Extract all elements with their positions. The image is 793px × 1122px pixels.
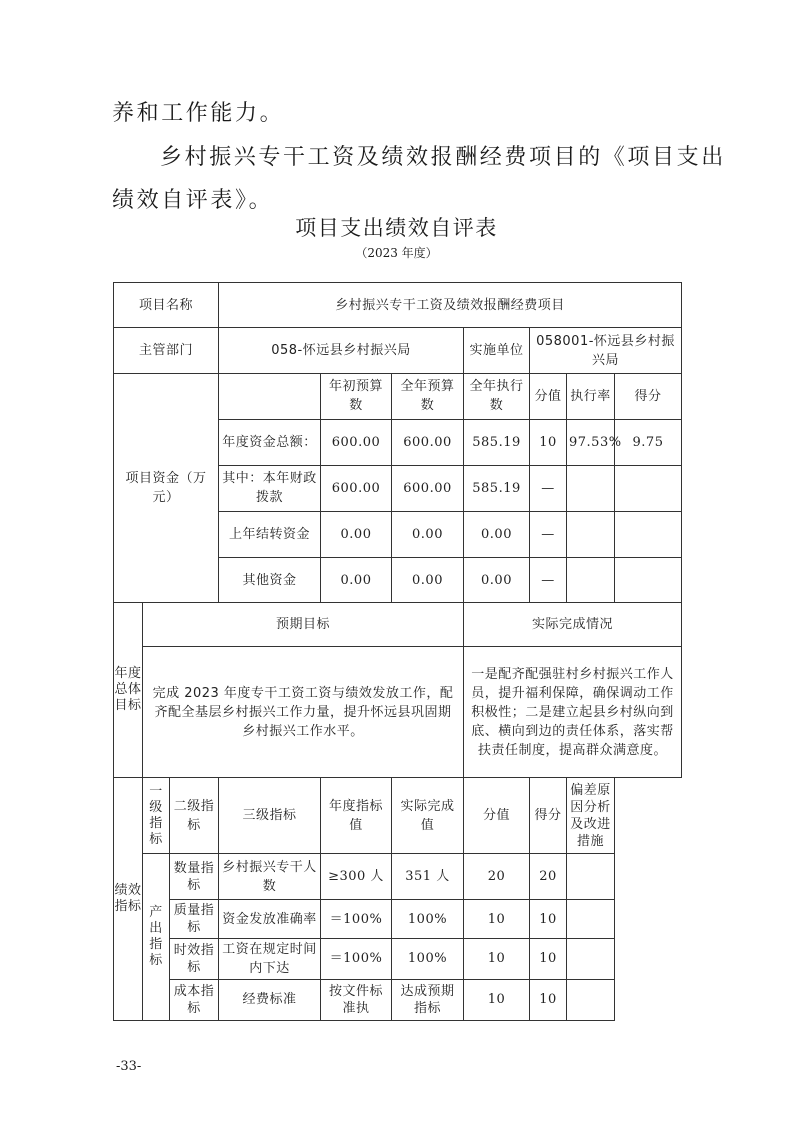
funds-cell: 600.00 <box>392 465 464 511</box>
indicators-header-row <box>114 777 682 853</box>
indicator-target: ＝100% <box>321 900 392 938</box>
indicator-actual: 351 人 <box>392 854 464 900</box>
funds-cell: — <box>530 511 567 557</box>
indicators-header-level1: 一级指标 <box>143 777 170 853</box>
indicator-reason <box>567 979 615 1020</box>
funds-cell <box>567 465 615 511</box>
funds-cell <box>567 558 615 603</box>
funds-header-score-max: 分值 <box>530 374 567 419</box>
self-evaluation-table <box>113 282 682 1021</box>
indicator-row-cost <box>114 979 682 1020</box>
indicator-score-max: 20 <box>464 854 530 900</box>
funds-cell <box>615 558 682 603</box>
funds-header-row <box>114 374 682 419</box>
funds-header-initial-budget: 年初预算数 <box>321 374 392 419</box>
indicator-row-quality <box>114 900 682 938</box>
goals-label: 年度总体目标 <box>114 603 143 778</box>
project-name-row <box>114 283 682 328</box>
indicator-actual: 100% <box>392 900 464 938</box>
funds-header-score: 得分 <box>615 374 682 419</box>
funds-cell <box>615 465 682 511</box>
funds-row-name: 其中：本年财政拨款 <box>219 465 321 511</box>
indicator-row-timeliness <box>114 938 682 979</box>
funds-cell: 9.75 <box>615 419 682 465</box>
funds-header-exec-rate: 执行率 <box>567 374 615 419</box>
department-row <box>114 328 682 374</box>
funds-cell <box>567 511 615 557</box>
funds-cell: 600.00 <box>321 465 392 511</box>
funds-cell: 600.00 <box>321 419 392 465</box>
indicator-level2: 时效指标 <box>170 938 219 979</box>
indicator-level2: 成本指标 <box>170 979 219 1020</box>
goals-expected-text: 完成 2023 年度专干工资工资与绩效发放工作，配齐配全基层乡村振兴工作力量，提升怀远县巩固期乡村振兴工作水平。 <box>143 647 464 778</box>
funds-cell: 600.00 <box>392 419 464 465</box>
indicator-score-max: 10 <box>464 900 530 938</box>
project-name-label: 项目名称 <box>114 283 219 328</box>
funds-cell: 0.00 <box>321 558 392 603</box>
goals-actual-header: 实际完成情况 <box>464 603 682 647</box>
goals-actual-text: 一是配齐配强驻村乡村振兴工作人员，提升福利保障，确保调动工作积极性；二是建立起县乡村纵向到底、横向到边的责任体系，落实帮扶责任制度，提高群众满意度。 <box>464 647 682 778</box>
funds-cell: — <box>530 558 567 603</box>
funds-row-name: 年度资金总额： <box>219 419 321 465</box>
indicator-level2: 数量指标 <box>170 854 219 900</box>
funds-cell: 97.53% <box>567 419 615 465</box>
indicators-header-score: 得分 <box>530 777 567 853</box>
indicator-target: ≥300 人 <box>321 854 392 900</box>
funds-cell: 0.00 <box>321 511 392 557</box>
funds-header-blank <box>219 374 321 419</box>
indicator-target: ＝100% <box>321 938 392 979</box>
indicator-score-max: 10 <box>464 938 530 979</box>
funds-cell: 0.00 <box>392 558 464 603</box>
indicator-score: 10 <box>530 900 567 938</box>
implementing-unit-label: 实施单位 <box>464 328 530 374</box>
indicator-score: 20 <box>530 854 567 900</box>
funds-header-executed: 全年执行数 <box>464 374 530 419</box>
table-title: 项目支出绩效自评表 <box>295 216 498 240</box>
implementing-unit-value: 058001-怀远县乡村振兴局 <box>530 328 682 374</box>
indicator-level3: 乡村振兴专干人数 <box>219 854 321 900</box>
indicators-header-target: 年度指标值 <box>321 777 392 853</box>
funds-cell: 0.00 <box>392 511 464 557</box>
indicator-level3: 经费标准 <box>219 979 321 1020</box>
indicators-header-actual: 实际完成值 <box>392 777 464 853</box>
funds-cell: 585.19 <box>464 465 530 511</box>
funds-header-annual-budget: 全年预算数 <box>392 374 464 419</box>
indicator-row-quantity <box>114 854 682 900</box>
indicators-header-score-max: 分值 <box>464 777 530 853</box>
indicators-header-level3: 三级指标 <box>219 777 321 853</box>
paragraph-1: 养和工作能力。 <box>112 101 285 126</box>
funds-row-name: 其他资金 <box>219 558 321 603</box>
goals-expected-header: 预期目标 <box>143 603 464 647</box>
project-name-value: 乡村振兴专干工资及绩效报酬经费项目 <box>219 283 682 328</box>
paragraph-3: 绩效自评表》。 <box>112 188 274 213</box>
funds-cell: 0.00 <box>464 511 530 557</box>
funds-cell: 585.19 <box>464 419 530 465</box>
indicator-level2: 质量指标 <box>170 900 219 938</box>
funds-row-name: 上年结转资金 <box>219 511 321 557</box>
paragraph-2: 乡村振兴专干工资及绩效报酬经费项目的《项目支出 <box>160 145 726 170</box>
goals-content-row <box>114 647 682 778</box>
funds-cell: — <box>530 465 567 511</box>
page-number: -33- <box>116 1059 142 1074</box>
indicator-score-max: 10 <box>464 979 530 1020</box>
table-year: （2023 年度） <box>355 246 438 260</box>
indicator-target: 按文件标准执 <box>321 979 392 1020</box>
department-label: 主管部门 <box>114 328 219 374</box>
indicators-header-level2: 二级指标 <box>170 777 219 853</box>
funds-cell: 0.00 <box>464 558 530 603</box>
indicators-level1-output: 产出指标 <box>143 854 170 1021</box>
indicator-level3: 资金发放准确率 <box>219 900 321 938</box>
funds-label: 项目资金（万元） <box>114 374 219 603</box>
goals-header-row <box>114 603 682 647</box>
indicator-reason <box>567 938 615 979</box>
indicators-label: 绩效指标 <box>114 777 143 1020</box>
indicator-reason <box>567 854 615 900</box>
indicator-reason <box>567 900 615 938</box>
funds-cell <box>615 511 682 557</box>
indicator-score: 10 <box>530 979 567 1020</box>
indicators-header-reason: 偏差原因分析及改进措施 <box>567 777 615 853</box>
indicator-actual: 达成预期指标 <box>392 979 464 1020</box>
indicator-score: 10 <box>530 938 567 979</box>
funds-cell: 10 <box>530 419 567 465</box>
indicator-level3: 工资在规定时间内下达 <box>219 938 321 979</box>
indicator-actual: 100% <box>392 938 464 979</box>
department-value: 058-怀远县乡村振兴局 <box>219 328 464 374</box>
